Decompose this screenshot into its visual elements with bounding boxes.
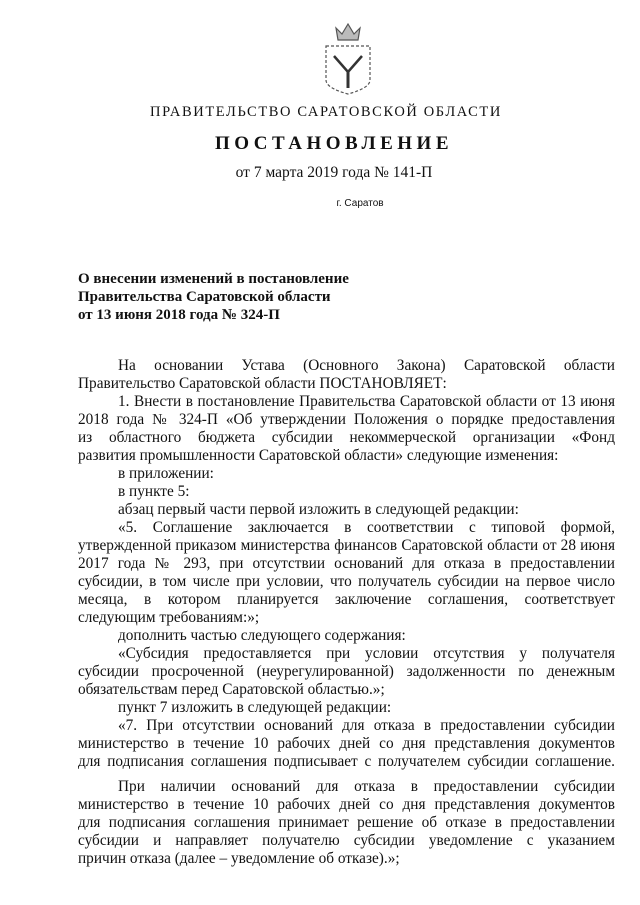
body-text-line: в приложении: bbox=[118, 465, 214, 482]
body-text-line: абзац первый части первой изложить в следующей редакции: bbox=[118, 501, 519, 518]
body-text-line: следующим требованиям:»; bbox=[78, 609, 260, 626]
body-text-line: «Субсидия предоставляется при условии отсутствия у получателя bbox=[118, 645, 615, 662]
document-type: ПОСТАНОВЛЕНИЕ bbox=[214, 133, 454, 154]
body-text-line: 2018 года № 324-П «Об утверждении Положения о порядке предоставления bbox=[78, 411, 615, 428]
coat-of-arms-emblem bbox=[320, 18, 376, 96]
body-text-line: министерство в течение 10 рабочих дней со дня представления документов bbox=[78, 735, 615, 752]
body-text-line: Правительство Саратовской области ПОСТАНОВЛЯЕТ: bbox=[78, 375, 447, 392]
body-text-line: дополнить частью следующего содержания: bbox=[118, 627, 406, 644]
body-text-line: месяца, в котором планируется заключение соглашения, соответствует bbox=[78, 591, 615, 608]
document-city: г. Саратов bbox=[336, 198, 384, 209]
body-text-line: 2017 года № 293, при отсутствии оснований для отказа в предоставлении bbox=[78, 555, 615, 572]
body-text-line: субсидии просроченной (неурегулированной) задолженности по денежным bbox=[78, 663, 615, 680]
body-text-line: для подписания соглашения принимает решение об отказе в предоставлении bbox=[78, 814, 615, 831]
body-text-line: причин отказа (далее – уведомление об отказе).»; bbox=[78, 850, 400, 867]
body-text-line: «5. Соглашение заключается в соответствии с типовой формой, bbox=[118, 519, 615, 536]
body-text-line: в пункте 5: bbox=[118, 483, 190, 500]
body-text-line: субсидии и направляет получателю субсидии уведомление с указанием bbox=[78, 832, 615, 849]
body-text-line: пункт 7 изложить в следующей редакции: bbox=[118, 699, 392, 716]
body-text-line: обязательствам перед Саратовской областью.»; bbox=[78, 681, 385, 698]
body-text-line: министерство в течение 10 рабочих дней со дня представления документов bbox=[78, 796, 615, 813]
body-text-line: для подписания соглашения подписывает с получателем субсидии соглашение. bbox=[78, 753, 615, 770]
body-text-line: утвержденной приказом министерства финансов Саратовской области от 28 июня bbox=[78, 537, 615, 554]
body-text-line: При наличии оснований для отказа в предоставлении субсидии bbox=[118, 778, 615, 795]
body-text-line: «7. При отсутствии оснований для отказа в предоставлении субсидии bbox=[118, 717, 615, 734]
document-title-line: от 13 июня 2018 года № 324-П bbox=[78, 307, 280, 323]
body-text-line: субсидии, в том числе при условии, что получатель субсидии на первое число bbox=[78, 573, 615, 590]
body-text-line: из областного бюджета субсидии некоммерческой организации «Фонд bbox=[78, 429, 615, 446]
organization-name: ПРАВИТЕЛЬСТВО САРАТОВСКОЙ ОБЛАСТИ bbox=[150, 104, 502, 120]
body-text-line: развития промышленности Саратовской области» следующие изменения: bbox=[78, 447, 559, 464]
document-date-number: от 7 марта 2019 года № 141-П bbox=[235, 164, 433, 181]
body-text-line: На основании Устава (Основного Закона) Саратовской области bbox=[118, 357, 615, 374]
body-text-line: 1. Внести в постановление Правительства Саратовской области от 13 июня bbox=[118, 393, 615, 410]
document-title-line: О внесении изменений в постановление bbox=[78, 271, 349, 287]
document-title-line: Правительства Саратовской области bbox=[78, 289, 331, 305]
